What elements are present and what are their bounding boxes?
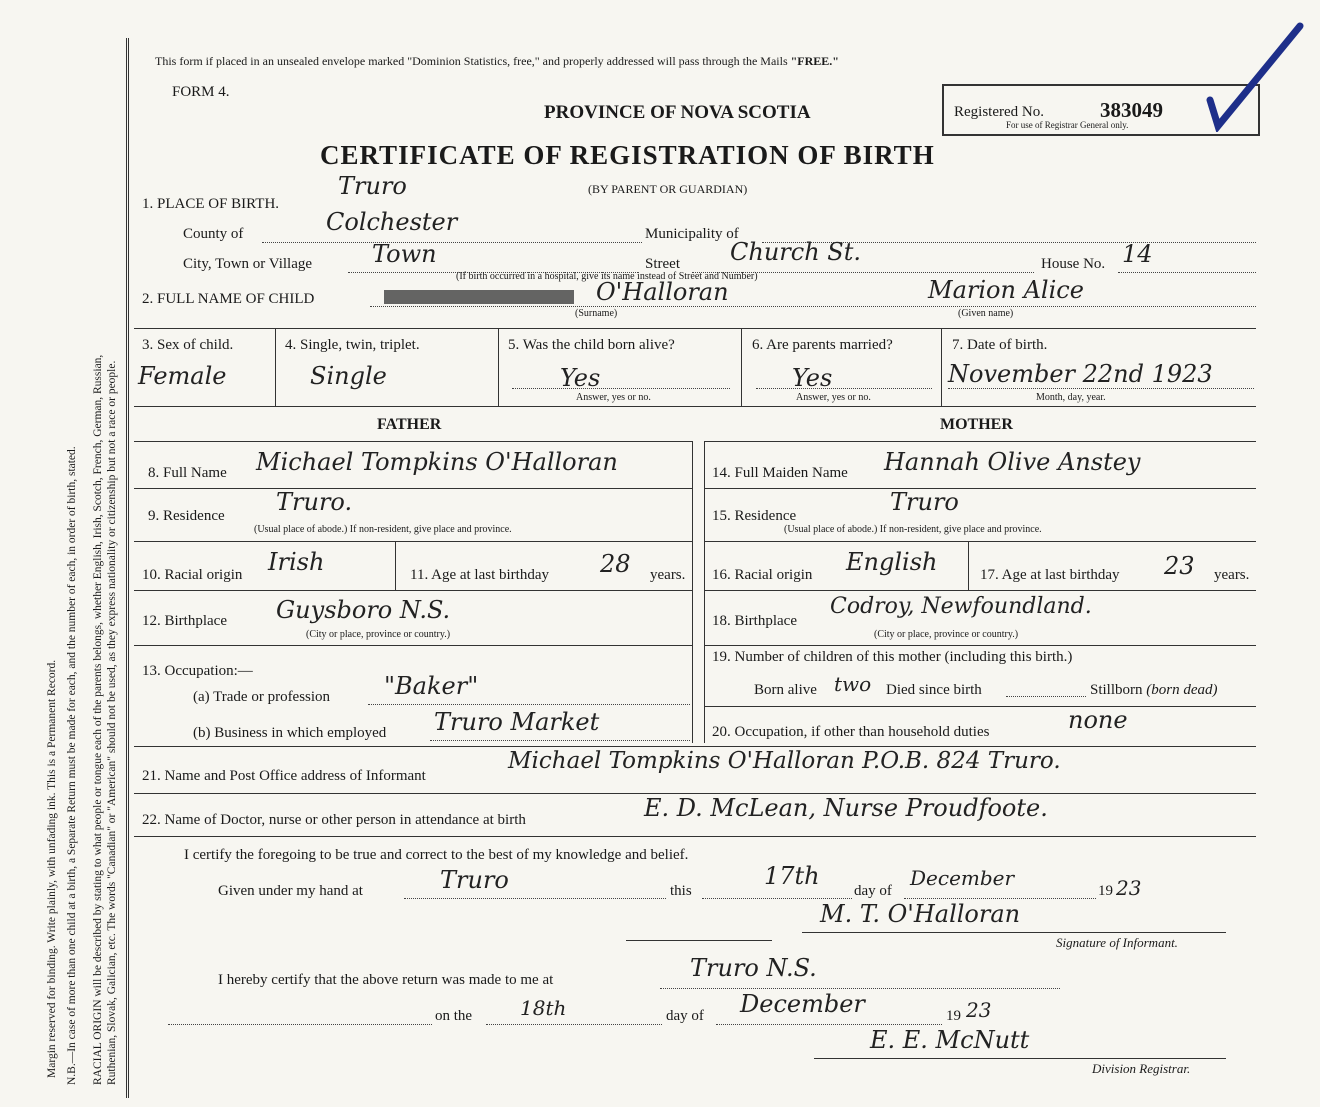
registrar-year-value: 23 [966,998,992,1022]
born-alive-label: 5. Was the child born alive? [508,337,675,353]
child-name-label: 2. FULL NAME OF CHILD [142,291,315,307]
dayof-label: day of [854,883,892,899]
informant-value: Michael Tompkins O'Halloran P.O.B. 824 Truro. [508,748,1061,774]
father-residence-value: Truro. [276,488,353,516]
dob-value: November 22nd 1923 [948,360,1213,388]
year-prefix: 19 [1098,883,1113,899]
mother-heading: MOTHER [940,416,1013,433]
registrar-year-prefix: 19 [946,1008,961,1024]
father-racial-value: Irish [268,548,325,576]
informant-label: 21. Name and Post Office address of Informant [142,768,426,784]
on-the-label: on the [435,1008,473,1024]
struck-name [384,290,574,304]
mother-birthplace-note: (City or place, province or country.) [874,629,1019,640]
child-given-value: Marion Alice [928,276,1084,304]
street-label: Street [645,256,680,272]
given-place-value: Truro [440,866,509,894]
born-alive-note: Answer, yes or no. [576,392,651,403]
certify-text: I certify the foregoing to be true and correct to the best of my knowledge and belief. [184,847,689,863]
mother-racial-label: 16. Racial origin [712,567,813,583]
father-trade-value: "Baker" [384,672,479,700]
father-business-label: (b) Business in which employed [193,725,387,741]
sex-label: 3. Sex of child. [142,337,234,353]
check-mark-icon [1200,22,1310,132]
place-of-birth-value: Truro [338,172,407,200]
form-number: FORM 4. [172,84,230,100]
single-value: Single [310,362,387,390]
mother-age-label: 17. Age at last birthday [980,567,1120,583]
house-label: House No. [1041,256,1106,272]
mother-name-value: Hannah Olive Anstey [884,448,1141,476]
house-value: 14 [1122,240,1153,268]
dob-note: Month, day, year. [1036,392,1106,403]
this-day-value: 17th [764,862,820,890]
dob-label: 7. Date of birth. [952,337,1048,353]
this-label: this [670,883,692,899]
city-value: Town [372,240,437,268]
father-age-value: 28 [600,550,631,578]
stillborn-label: Stillborn (born dead) [1090,682,1218,698]
doctor-label: 22. Name of Doctor, nurse or other person in attendance at birth [142,812,526,828]
father-age-label: 11. Age at last birthday [410,567,549,583]
stillborn-note: (born dead) [1146,682,1218,698]
year-value: 23 [1116,876,1142,900]
signature-caption: Signature of Informant. [1056,935,1178,950]
mother-residence-value: Truro [890,488,959,516]
mail-note: This form if placed in an unsealed envelope marked "Dominion Statistics, free," and properly addressed will pass through the Mails "FREE." [155,54,839,68]
registrar-day-value: 18th [520,996,567,1020]
mother-name-label: 14. Full Maiden Name [712,465,848,481]
married-label: 6. Are parents married? [752,337,893,353]
sex-value: Female [138,362,227,390]
registrar-dayof-label: day of [666,1008,704,1024]
died-label: Died since birth [886,682,982,698]
mother-occupation-value: none [1068,706,1128,734]
mother-birthplace-value: Codroy, Newfoundland. [830,594,1092,619]
father-years: years. [650,567,686,583]
margin-note-2: N.B.—In case of more than one child at a birth, a Separate Return must be made for each, and the number of each, in order of birth, stated. [66,446,78,1085]
mother-age-value: 23 [1164,552,1195,580]
mother-years: years. [1214,567,1250,583]
margin-note-1: Margin reserved for binding. Write plainly, with unfading ink. This is a Permanent Record. [46,659,58,1078]
mother-residence-label: 15. Residence [712,508,797,524]
registrar-signature: E. E. McNutt [870,1026,1030,1054]
municipality-label: Municipality of [645,226,739,242]
registrar-month-value: December [740,990,865,1018]
place-of-birth-label: 1. PLACE OF BIRTH. [142,196,280,212]
city-label: City, Town or Village [183,256,313,272]
county-label: County of [183,226,244,242]
born-alive-count-label: Born alive [754,682,817,698]
child-surname-value: O'Halloran [596,278,729,306]
province-title: PROVINCE OF NOVA SCOTIA [544,102,811,123]
father-residence-note: (Usual place of abode.) If non-resident, give place and province. [254,524,512,535]
registrar-note: For use of Registrar General only. [1006,120,1129,130]
married-note: Answer, yes or no. [796,392,871,403]
born-alive-count-value: two [834,672,872,696]
county-value: Colchester [326,208,458,236]
surname-note: (Surname) [575,308,618,319]
street-value: Church St. [730,238,861,266]
margin-rule [126,38,129,1098]
margin-note-3: RACIAL ORIGIN will be described by stating to what people or tongue each of the parents belongs, whether English, Irish, Scotch, French, German, Russian, [92,354,104,1085]
given-note: (Given name) [958,308,1014,319]
registrar-text: I hereby certify that the above return was made to me at [218,972,554,988]
single-label: 4. Single, twin, triplet. [285,337,420,353]
certificate-title: CERTIFICATE OF REGISTRATION OF BIRTH [320,140,935,170]
mother-racial-value: English [846,548,938,576]
married-value: Yes [792,364,833,392]
registered-number: 383049 [1100,98,1163,122]
margin-note-4: Ruthenian, Slovak, Galician, etc. The words "Canadian" or "American" should not be used, as they express nationality or citizenship but not a race or people. [106,360,118,1085]
mother-occupation-label: 20. Occupation, if other than household duties [712,724,990,740]
hospital-note: (If birth occurred in a hospital, give its name instead of Street and Number) [456,271,758,282]
mother-residence-note: (Usual place of abode.) If non-resident, give place and province. [784,524,1042,535]
father-birthplace-note: (City or place, province or country.) [306,629,451,640]
given-label: Given under my hand at [218,883,363,899]
father-birthplace-label: 12. Birthplace [142,613,227,629]
registrar-caption: Division Registrar. [1092,1061,1191,1076]
father-business-value: Truro Market [434,708,600,736]
certificate-subtitle: (BY PARENT OR GUARDIAN) [588,182,748,196]
father-heading: FATHER [377,416,442,433]
children-label: 19. Number of children of this mother (including this birth.) [712,649,1073,665]
mother-birthplace-label: 18. Birthplace [712,613,797,629]
father-name-label: 8. Full Name [148,465,227,481]
father-occupation-label: 13. Occupation:— [142,663,253,679]
father-name-value: Michael Tompkins O'Halloran [256,448,618,476]
registrar-place-value: Truro N.S. [690,954,817,982]
father-racial-label: 10. Racial origin [142,567,243,583]
father-trade-label: (a) Trade or profession [193,689,331,705]
father-residence-label: 9. Residence [148,508,225,524]
doctor-value: E. D. McLean, Nurse Proudfoote. [644,794,1048,822]
informant-signature: M. T. O'Halloran [820,900,1021,928]
born-alive-value: Yes [560,364,601,392]
registered-label: Registered No. [954,104,1044,120]
month-value: December [910,866,1015,890]
father-birthplace-value: Guysboro N.S. [276,596,451,624]
